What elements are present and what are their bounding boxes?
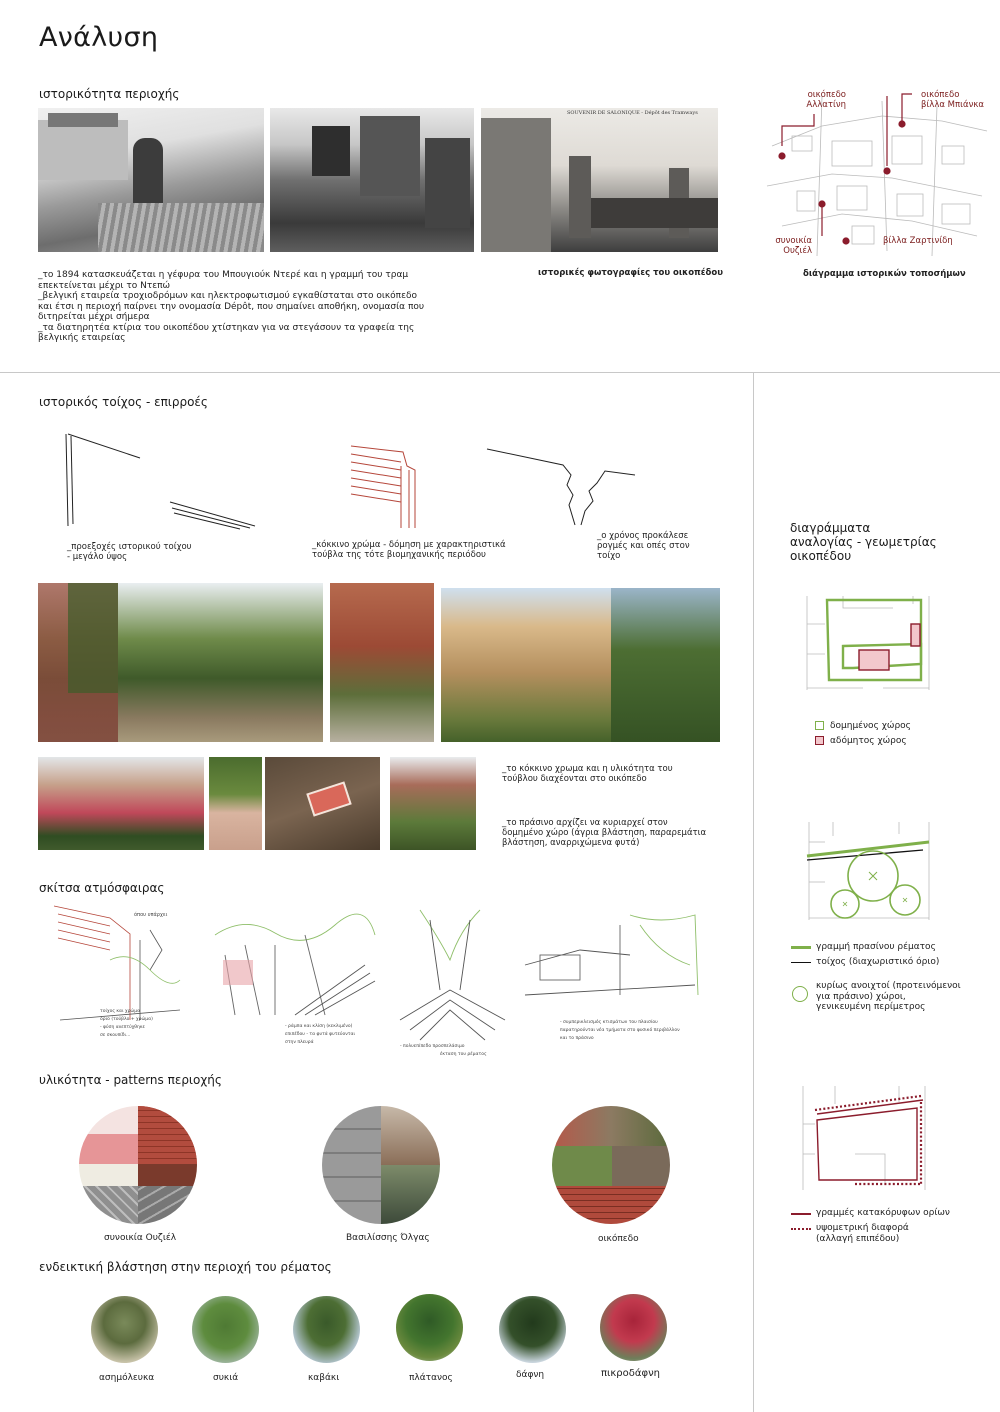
historic-photo-tram bbox=[270, 108, 474, 252]
atmosphere-sketch-2 bbox=[205, 905, 380, 1050]
tree-circle-plane bbox=[396, 1294, 463, 1361]
historic-postcard-depot bbox=[481, 108, 718, 252]
atmosphere-sketch-1 bbox=[50, 900, 190, 1050]
historic-photos-caption: ιστορικές φωτογραφίες του οικοπέδου bbox=[538, 268, 723, 278]
observation-green: _το πράσινο αρχίζει να κυριαρχεί στον δομημένο χώρο (άγρια βλάστηση, παραρεμάτια βλάστηση, αναρριχώμενα φυτά) bbox=[502, 818, 707, 848]
sketch3-note-0: - πολυεπίπεδο προσπελάσιμο bbox=[400, 1044, 465, 1049]
legend-square-unbuilt bbox=[815, 736, 824, 745]
legend-circle-open bbox=[792, 986, 808, 1002]
map-label-ouziel: συνοικία Ουζιέλ bbox=[775, 236, 812, 256]
material-circle-vasilissis-olgas bbox=[322, 1106, 440, 1224]
heading-history: ιστορικότητα περιοχής bbox=[39, 87, 180, 101]
legend-green-line: γραμμή πρασίνου ρέματος bbox=[816, 942, 936, 952]
photo-brick-fragment bbox=[265, 757, 380, 850]
tree-circle-white-poplar bbox=[91, 1296, 158, 1363]
wall-note-cracks: _ο χρόνος προκάλεσε ρογμές και οπές στον τοίχο bbox=[597, 531, 690, 561]
sketch2-note-2: στην πλευρά bbox=[285, 1040, 314, 1045]
legend-line-wall bbox=[791, 962, 811, 963]
heading-historic-wall: ιστορικός τοίχος - επιρροές bbox=[39, 395, 208, 409]
tree-label-laurel: δάφνη bbox=[516, 1370, 545, 1380]
wall-sketch-brick bbox=[345, 440, 425, 530]
historic-photo-street bbox=[38, 108, 264, 252]
sketch1-note-1: όριο (τούβλο + χρώμα) bbox=[100, 1017, 153, 1022]
sketch1-note-0: τοίχος και χρώμα bbox=[100, 1009, 141, 1014]
top-divider bbox=[0, 372, 1000, 373]
atmosphere-sketch-4 bbox=[520, 905, 700, 1050]
tree-circle-laurel bbox=[499, 1296, 566, 1363]
legend-level-change: υψομετρική διαφορά (αλλαγή επιπέδου) bbox=[816, 1223, 909, 1244]
wall-note-projections: _προεξοχές ιστορικού τοίχου - μεγάλο ύψος bbox=[67, 542, 192, 562]
atmosphere-sketch-3 bbox=[390, 900, 515, 1060]
tree-label-poplar: καβάκι bbox=[308, 1373, 340, 1383]
legend-vertical-limits: γραμμές κατακόρυφων ορίων bbox=[816, 1208, 950, 1218]
sidebar-divider bbox=[753, 372, 754, 1412]
material-label-plot: οικόπεδο bbox=[598, 1234, 639, 1244]
material-circle-plot bbox=[552, 1106, 670, 1224]
sketch1-tag: όπου υπάρχει bbox=[134, 912, 168, 918]
tree-circle-oleander bbox=[600, 1294, 667, 1361]
map-label-zardinidi: βίλλα Ζαρτινίδη bbox=[883, 236, 953, 246]
tree-label-oleander: πικροδάφνη bbox=[601, 1368, 660, 1379]
sketch4-note-0: - συμπερικλεισμός κτισμάτων του πλαισίου bbox=[560, 1020, 658, 1025]
legend-line-green bbox=[791, 946, 811, 949]
wall-photo-plaster bbox=[441, 588, 720, 742]
tree-label-plane: πλάτανος bbox=[409, 1373, 453, 1383]
material-label-vasilissis-olgas: Βασιλίσσης Όλγας bbox=[346, 1233, 430, 1243]
heading-vegetation: ενδεικτική βλάστηση στην περιοχή του ρέματος bbox=[39, 1260, 332, 1274]
map-label-biaka: οικόπεδο βίλλα Μπιάνκα bbox=[921, 90, 984, 110]
sketch1-note-2: - φύση ανεπτύχθηκε bbox=[100, 1025, 145, 1030]
map-caption: διάγραμμα ιστορικών τοποσήμων bbox=[803, 269, 966, 279]
map-label-allatini: οικόπεδο Αλλατίνη bbox=[806, 90, 846, 110]
wall-note-brick: _κόκκινο χρώμα - δόμηση με χαρακτηριστικά τούβλα της τότε βιομηχανικής περιόδου bbox=[312, 540, 506, 560]
tree-circle-poplar bbox=[293, 1296, 360, 1363]
photo-ivy-wall bbox=[390, 757, 476, 850]
photo-red-building bbox=[38, 757, 204, 850]
legend-unbuilt: αδόμητος χώρος bbox=[830, 736, 907, 746]
wall-sketch-projections bbox=[60, 430, 260, 530]
legend-open-spaces: κυρίως ανοιχτοί (προτεινόμενοι για πράσινο) χώροι, γενικευμένη περίμετρος bbox=[816, 981, 961, 1012]
history-paragraph: _το 1894 κατασκευάζεται η γέφυρα του Μπουγιούκ Ντερέ και η γραμμή του τραμ επεκτείνεται μέχρι το Ντεπώ _βελγική εταιρεία τροχιοδρόμων και ηλεκτροφωτισμού εγκαθίσταται στο οικόπεδο και έτσι η περιοχή παίρνει την ονομασία Dépôt, που σημαίνει αποθήκη, ονομασία που διτηρείται μέχρι σήμερα _τα διατηρητέα κτίρια του οικοπέδου χτίστηκαν για να στεγάσουν τα γραφεία της βελγικής εταιρείας bbox=[38, 270, 425, 343]
tree-label-white-poplar: ασημόλευκα bbox=[99, 1373, 155, 1383]
sketch2-note-1: επιπέδου - τα φυτά φυτεύονται bbox=[285, 1032, 355, 1037]
page-title: Ανάλυση bbox=[39, 22, 159, 53]
diagram-built-unbuilt bbox=[803, 594, 933, 694]
heading-atmosphere-sketches: σκίτσα ατμόσφαιρας bbox=[39, 881, 165, 895]
legend-line-vertical bbox=[791, 1213, 811, 1215]
photo-brick-pillar bbox=[209, 757, 262, 850]
legend-square-built bbox=[815, 721, 824, 730]
diagram-vertical-limits bbox=[795, 1084, 935, 1194]
material-label-ouziel: συνοικία Ουζιέλ bbox=[104, 1233, 177, 1243]
sketch4-note-1: παρατηρούνται νέα τμήματα στο φυσικό περιβάλλον bbox=[560, 1028, 680, 1033]
tree-label-fig: συκιά bbox=[213, 1373, 239, 1383]
diagram-green-line bbox=[803, 820, 933, 925]
sidebar-heading: διαγράμματα αναλογίας - γεωμετρίας οικοπέδου bbox=[790, 521, 937, 563]
legend-line-level bbox=[791, 1228, 811, 1230]
tree-circle-fig bbox=[192, 1296, 259, 1363]
wall-photo-brick-ruin bbox=[330, 583, 434, 742]
wall-photo-overgrown-path bbox=[38, 583, 323, 742]
observation-red-brick: _το κόκκινο χρωμα και η υλικότητα του τούβλου διαχέονται στο οικόπεδο bbox=[502, 764, 673, 784]
sketch1-note-3: σε σκουπίδι... bbox=[100, 1033, 131, 1038]
sketch2-note-0: - ράμπα και κλίση (κεκλιμένο) bbox=[285, 1024, 353, 1029]
heading-materiality: υλικότητα - patterns περιοχής bbox=[39, 1073, 222, 1087]
legend-built: δομημένος χώρος bbox=[830, 721, 911, 731]
sketch4-note-2: και το πράσινο bbox=[560, 1036, 594, 1041]
postcard-print: SOUVENIR DE SALONIQUE - Dépôt des Tramways bbox=[567, 110, 698, 116]
wall-sketch-cracks bbox=[485, 445, 645, 535]
sketch3-note-1: έκταση του ρέματος bbox=[440, 1052, 487, 1057]
material-circle-ouziel bbox=[79, 1106, 197, 1224]
legend-wall: τοίχος (διαχωριστικό όριο) bbox=[816, 957, 940, 967]
